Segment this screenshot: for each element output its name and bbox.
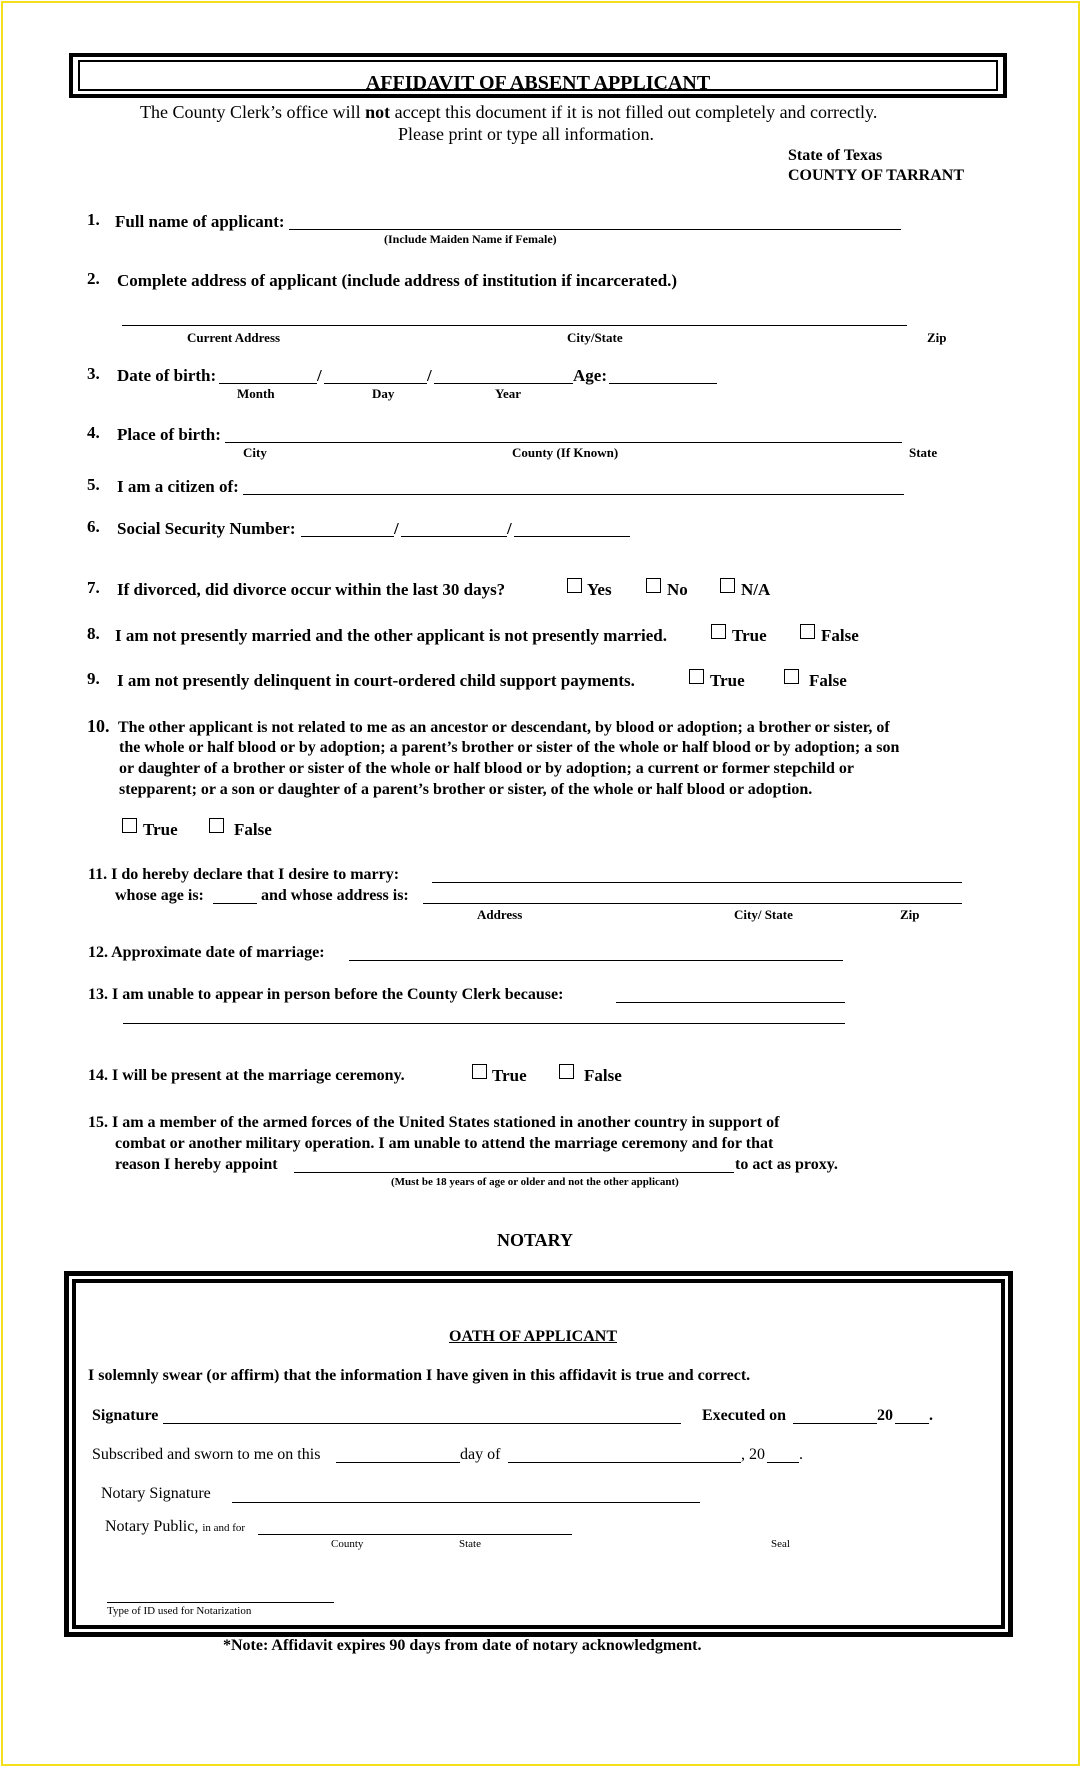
q4-number: 4. bbox=[87, 423, 100, 442]
intro-line-1: The County Clerk’s office will not accept this document if it is not filled out completely and correctly. bbox=[140, 102, 878, 122]
q7-no-label: No bbox=[667, 580, 688, 599]
q14-false-label: False bbox=[584, 1066, 622, 1085]
q12-label: 12. Approximate date of marriage: bbox=[88, 944, 325, 961]
page-frame bbox=[1, 1, 1080, 1766]
q5-citizen-field[interactable] bbox=[243, 494, 904, 495]
q11-label: 11. I do hereby declare that I desire to marry: bbox=[88, 866, 400, 883]
q8-true-label: True bbox=[732, 626, 767, 645]
q6-slash-2: / bbox=[507, 519, 512, 538]
q10-line-2: the whole or half blood or by adoption; a parent’s brother or sister of the whole or half blood or by adoption; a son bbox=[119, 739, 900, 756]
footnote: *Note: Affidavit expires 90 days from date of notary acknowledgment. bbox=[223, 1637, 702, 1654]
q7-number: 7. bbox=[87, 578, 100, 597]
q8-false-checkbox[interactable] bbox=[800, 624, 815, 639]
subscribed-month-field[interactable] bbox=[508, 1462, 741, 1463]
q11-spouse-name-field[interactable] bbox=[432, 882, 962, 883]
q2-address-field[interactable] bbox=[122, 325, 907, 326]
q4-sub-city: City bbox=[243, 445, 267, 460]
q3-age-field[interactable] bbox=[609, 383, 717, 384]
q13-label: 13. I am unable to appear in person before the County Clerk because: bbox=[88, 986, 564, 1003]
q3-slash-2: / bbox=[427, 366, 432, 385]
q1-label: Full name of applicant: bbox=[115, 212, 285, 231]
q13-reason-field-2[interactable] bbox=[123, 1023, 845, 1024]
q2-sub-city: City/State bbox=[567, 330, 623, 345]
oath-title: OATH OF APPLICANT bbox=[449, 1328, 618, 1345]
q14-false-checkbox[interactable] bbox=[559, 1064, 574, 1079]
q11-address-field[interactable] bbox=[423, 903, 962, 904]
q6-label: Social Security Number: bbox=[117, 519, 296, 538]
subscribed-period: . bbox=[799, 1446, 803, 1463]
q3-age-label: Age: bbox=[573, 366, 607, 385]
notary-signature-label: Notary Signature bbox=[101, 1485, 211, 1502]
subscribed-year-prefix: , 20 bbox=[741, 1446, 765, 1463]
q9-true-checkbox[interactable] bbox=[689, 669, 704, 684]
q6-slash-1: / bbox=[394, 519, 399, 538]
q3-sub-day: Day bbox=[372, 386, 395, 401]
q9-false-label: False bbox=[809, 671, 847, 690]
notary-sub-state: State bbox=[459, 1538, 481, 1550]
q3-sub-year: Year bbox=[495, 386, 521, 401]
q3-number: 3. bbox=[87, 364, 100, 383]
q15-line-3-end: to act as proxy. bbox=[735, 1156, 838, 1173]
q5-label: I am a citizen of: bbox=[117, 477, 239, 496]
q7-yes-label: Yes bbox=[587, 580, 612, 599]
q1-note: (Include Maiden Name if Female) bbox=[384, 232, 557, 246]
q10-line-4: stepparent; or a son or daughter of a parent’s brother or sister, of the whole or half blood or adoption. bbox=[119, 781, 813, 798]
q3-day-field[interactable] bbox=[324, 383, 427, 384]
notary-heading: NOTARY bbox=[497, 1230, 574, 1250]
q3-slash-1: / bbox=[317, 366, 322, 385]
title-box bbox=[69, 53, 1007, 98]
q3-sub-month: Month bbox=[237, 386, 275, 401]
q14-true-label: True bbox=[492, 1066, 527, 1085]
q4-sub-state: State bbox=[909, 445, 938, 460]
id-type-field[interactable] bbox=[107, 1602, 334, 1603]
q6-ssn-part3[interactable] bbox=[514, 536, 630, 537]
q3-year-field[interactable] bbox=[434, 383, 573, 384]
q14-label: 14. I will be present at the marriage ceremony. bbox=[88, 1067, 405, 1084]
signature-label: Signature bbox=[92, 1407, 159, 1424]
notary-jurisdiction-field[interactable] bbox=[258, 1534, 572, 1535]
q9-label: I am not presently delinquent in court-ordered child support payments. bbox=[117, 671, 635, 690]
q1-name-field[interactable] bbox=[289, 229, 901, 230]
q2-sub-address: Current Address bbox=[187, 330, 281, 345]
q7-na-checkbox[interactable] bbox=[720, 578, 735, 593]
form-title: AFFIDAVIT OF ABSENT APPLICANT bbox=[365, 72, 711, 94]
q2-label: Complete address of applicant (include address of institution if incarcerated.) bbox=[117, 271, 678, 290]
q6-number: 6. bbox=[87, 517, 100, 536]
subscribed-day-field[interactable] bbox=[336, 1462, 460, 1463]
q10-line-3: or daughter of a brother or sister of the whole or half blood or by adoption; a current or former stepchild or bbox=[119, 760, 854, 777]
executed-date-field[interactable] bbox=[793, 1423, 877, 1424]
q10-true-checkbox[interactable] bbox=[122, 818, 137, 833]
q10-line-1: The other applicant is not related to me as an ancestor or descendant, by blood or adoption; a brother or sister, of bbox=[118, 719, 890, 736]
q8-false-label: False bbox=[821, 626, 859, 645]
q14-true-checkbox[interactable] bbox=[472, 1064, 487, 1079]
q11-sub-city: City/ State bbox=[734, 907, 793, 922]
q4-label: Place of birth: bbox=[117, 425, 221, 444]
notary-public-label: Notary Public, in and for bbox=[105, 1518, 246, 1535]
q11-sub-zip: Zip bbox=[900, 907, 920, 922]
signature-field[interactable] bbox=[163, 1423, 681, 1424]
intro-line-2: Please print or type all information. bbox=[398, 124, 654, 144]
executed-year-prefix: 20 bbox=[877, 1407, 893, 1424]
q7-na-label: N/A bbox=[741, 580, 771, 599]
q4-sub-county: County (If Known) bbox=[512, 445, 619, 460]
q11-age-field[interactable] bbox=[213, 903, 257, 904]
q10-false-checkbox[interactable] bbox=[209, 818, 224, 833]
q7-label: If divorced, did divorce occur within the last 30 days? bbox=[117, 580, 506, 599]
q10-number: 10. bbox=[87, 716, 110, 736]
subscribed-day-of: day of bbox=[460, 1446, 501, 1463]
q2-sub-zip: Zip bbox=[927, 330, 947, 345]
q15-line-3-start: reason I hereby appoint bbox=[115, 1156, 278, 1173]
executed-on-label: Executed on bbox=[702, 1407, 786, 1424]
q9-number: 9. bbox=[87, 669, 100, 688]
q15-proxy-field[interactable] bbox=[294, 1172, 734, 1173]
q4-place-field[interactable] bbox=[225, 442, 902, 443]
q8-label: I am not presently married and the other applicant is not presently married. bbox=[115, 626, 668, 645]
q15-note: (Must be 18 years of age or older and not the other applicant) bbox=[391, 1176, 679, 1188]
title-box-inner bbox=[78, 60, 998, 94]
subscribed-year-field[interactable] bbox=[767, 1462, 799, 1463]
q8-number: 8. bbox=[87, 624, 100, 643]
q11-address-label: and whose address is: bbox=[261, 887, 409, 904]
q2-number: 2. bbox=[87, 269, 100, 288]
id-type-label: Type of ID used for Notarization bbox=[107, 1605, 252, 1617]
q13-reason-field-1[interactable] bbox=[616, 1002, 845, 1003]
state-label: State of Texas bbox=[788, 147, 883, 164]
executed-year-field[interactable] bbox=[895, 1423, 929, 1424]
q11-age-label: whose age is: bbox=[115, 887, 204, 904]
county-label: COUNTY OF TARRANT bbox=[788, 167, 965, 184]
q9-true-label: True bbox=[710, 671, 745, 690]
q11-sub-address: Address bbox=[477, 907, 523, 922]
oath-text: I solemnly swear (or affirm) that the information I have given in this affidavit is true and correct. bbox=[88, 1367, 751, 1384]
notary-sub-county: County bbox=[331, 1538, 364, 1550]
q3-label: Date of birth: bbox=[117, 366, 217, 385]
q7-no-checkbox[interactable] bbox=[646, 578, 661, 593]
notary-signature-field[interactable] bbox=[232, 1502, 700, 1503]
q10-true-label: True bbox=[143, 820, 178, 839]
notary-sub-seal: Seal bbox=[771, 1538, 790, 1550]
q1-number: 1. bbox=[87, 210, 100, 229]
executed-period: . bbox=[929, 1407, 933, 1424]
q10-false-label: False bbox=[234, 820, 272, 839]
q15-line-1: 15. I am a member of the armed forces of the United States stationed in another country in support of bbox=[88, 1114, 780, 1131]
q7-yes-checkbox[interactable] bbox=[567, 578, 582, 593]
q3-month-field[interactable] bbox=[219, 383, 317, 384]
q5-number: 5. bbox=[87, 475, 100, 494]
q12-date-field[interactable] bbox=[349, 960, 843, 961]
q15-line-2: combat or another military operation. I am unable to attend the marriage ceremony and for that bbox=[115, 1135, 774, 1152]
q6-ssn-part2[interactable] bbox=[401, 536, 507, 537]
q9-false-checkbox[interactable] bbox=[784, 669, 799, 684]
subscribed-label: Subscribed and sworn to me on this bbox=[92, 1446, 321, 1463]
q6-ssn-part1[interactable] bbox=[301, 536, 394, 537]
q8-true-checkbox[interactable] bbox=[711, 624, 726, 639]
